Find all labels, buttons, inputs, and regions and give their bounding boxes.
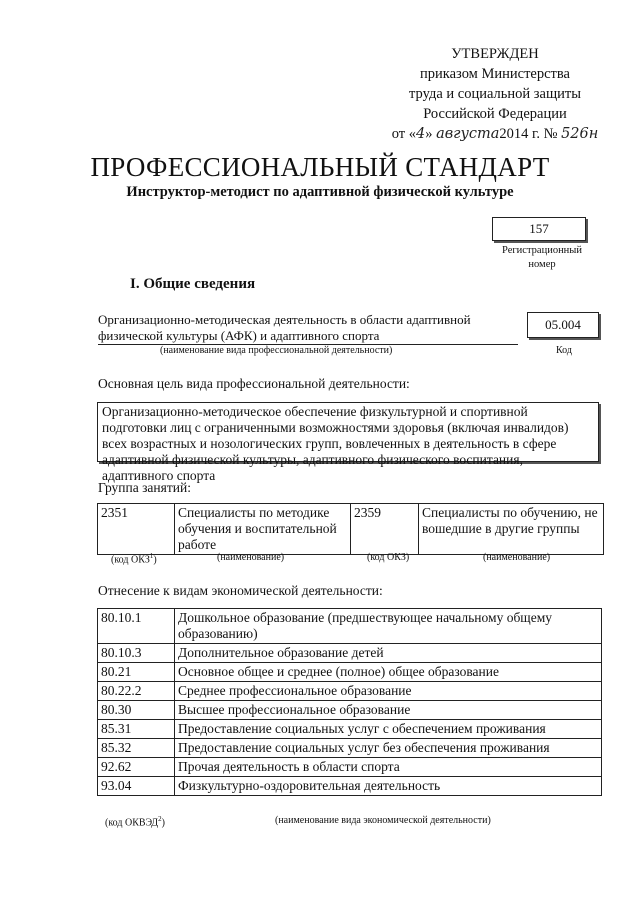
section-heading: I. Общие сведения bbox=[130, 276, 256, 292]
activity-code: 05.004 bbox=[527, 312, 599, 338]
occupation-code-2: 2359 bbox=[351, 504, 419, 555]
date-mid: » bbox=[425, 126, 433, 142]
okved-code-label-close: ) bbox=[161, 817, 165, 829]
approval-order-line: приказом Министерства bbox=[420, 66, 570, 82]
economic-heading: Отнесение к видам экономической деятельности: bbox=[98, 583, 383, 598]
occupation-code-1: 2351 bbox=[98, 504, 175, 555]
okved-code-label-text: (код ОКВЭД bbox=[105, 817, 159, 829]
table-row bbox=[98, 720, 602, 739]
table-row bbox=[98, 682, 602, 701]
okz-code-label bbox=[111, 552, 157, 565]
occupation-name-1: Специалисты по методике обучения и воспитательной работе bbox=[175, 504, 351, 555]
document-subtitle: Инструктор-методист по адаптивной физической культуре bbox=[126, 184, 514, 200]
economic-activity-name: Дошкольное образование (предшествующее начальному общему образованию) bbox=[175, 609, 602, 644]
registration-number: 157 bbox=[492, 217, 586, 241]
date-year: 2014 г. № bbox=[499, 126, 558, 142]
document-title: ПРОФЕССИОНАЛЬНЫЙ СТАНДАРТ bbox=[90, 152, 550, 182]
activity-kind-label: (наименование вида профессиональной деятельности) bbox=[160, 345, 393, 356]
date-prefix: от « bbox=[391, 126, 416, 142]
occupation-name-label-2: (наименование) bbox=[483, 552, 551, 563]
table-row bbox=[98, 663, 602, 682]
activity-kind-line1: Организационно-методическая деятельность в области адаптивной bbox=[98, 312, 471, 327]
approval-ministry-line: труда и социальной защиты bbox=[409, 86, 581, 102]
economic-activity-name: Физкультурно-оздоровительная деятельность bbox=[175, 777, 602, 796]
okved-code: 80.10.1 bbox=[98, 609, 175, 644]
okved-code-label bbox=[105, 815, 165, 828]
okved-code: 80.22.2 bbox=[98, 682, 175, 701]
goal-heading: Основная цель вида профессиональной деятельности: bbox=[98, 376, 410, 391]
approval-country-line: Российской Федерации bbox=[423, 106, 567, 122]
approval-stamp bbox=[385, 44, 605, 144]
activity-code-label: Код bbox=[556, 345, 572, 356]
goal-text: Организационно-методическое обеспечение физкультурной и спортивной подготовки лиц с ограниченными возможностями здоровья (включая инвалидов) всех возрастных и нозологических групп, вовлеченных в деятельность в сфере адаптивной физической культуры, адаптивного физического воспитания, адаптивного спорта bbox=[97, 402, 599, 462]
okz-code-label-close: ) bbox=[153, 554, 157, 566]
table-row bbox=[98, 777, 602, 796]
footnote-2-marker: 2 bbox=[158, 815, 162, 823]
table-row bbox=[98, 758, 602, 777]
economic-activity-name: Предоставление социальных услуг с обеспечением проживания bbox=[175, 720, 602, 739]
activity-kind bbox=[98, 312, 518, 345]
order-number-handwritten: 526н bbox=[561, 126, 599, 142]
okved-code: 80.10.3 bbox=[98, 644, 175, 663]
okved-code: 85.32 bbox=[98, 739, 175, 758]
occupation-groups-table bbox=[97, 503, 604, 555]
activity-kind-line2: физической культуры (АФК) и адаптивного спорта bbox=[98, 328, 518, 345]
okved-code: 85.31 bbox=[98, 720, 175, 739]
registration-label-line1: Регистрационный bbox=[502, 245, 582, 256]
date-month-handwritten: августа bbox=[436, 126, 500, 142]
footnote-1-marker: 1 bbox=[149, 552, 154, 560]
table-row bbox=[98, 609, 602, 644]
okz-code-label-2: (код ОКЗ) bbox=[367, 552, 410, 563]
okved-code: 80.30 bbox=[98, 701, 175, 720]
economic-activities-table bbox=[97, 608, 602, 796]
economic-name-label: (наименование вида экономической деятельности) bbox=[275, 815, 491, 826]
table-row bbox=[98, 739, 602, 758]
occupation-name-label: (наименование) bbox=[217, 552, 285, 563]
economic-activity-name: Высшее профессиональное образование bbox=[175, 701, 602, 720]
table-row bbox=[98, 644, 602, 663]
registration-label bbox=[492, 244, 592, 272]
occupation-name-2: Специалисты по обучению, не вошедшие в другие группы bbox=[419, 504, 604, 555]
registration-label-line2: номер bbox=[528, 259, 556, 270]
economic-activity-name: Среднее профессиональное образование bbox=[175, 682, 602, 701]
okved-code: 93.04 bbox=[98, 777, 175, 796]
table-row bbox=[98, 701, 602, 720]
approval-date-line bbox=[385, 124, 605, 144]
okved-code: 92.62 bbox=[98, 758, 175, 777]
economic-activity-name: Предоставление социальных услуг без обеспечения проживания bbox=[175, 739, 602, 758]
okz-code-label-text: (код ОКЗ bbox=[111, 554, 150, 566]
date-day-handwritten: 4 bbox=[415, 126, 426, 142]
okved-code: 80.21 bbox=[98, 663, 175, 682]
economic-activity-name: Прочая деятельность в области спорта bbox=[175, 758, 602, 777]
approval-title: УТВЕРЖДЕН bbox=[451, 46, 539, 62]
occupation-groups-heading: Группа занятий: bbox=[98, 480, 191, 495]
economic-activity-name: Основное общее и среднее (полное) общее образование bbox=[175, 663, 602, 682]
economic-activity-name: Дополнительное образование детей bbox=[175, 644, 602, 663]
table-row bbox=[98, 504, 604, 555]
